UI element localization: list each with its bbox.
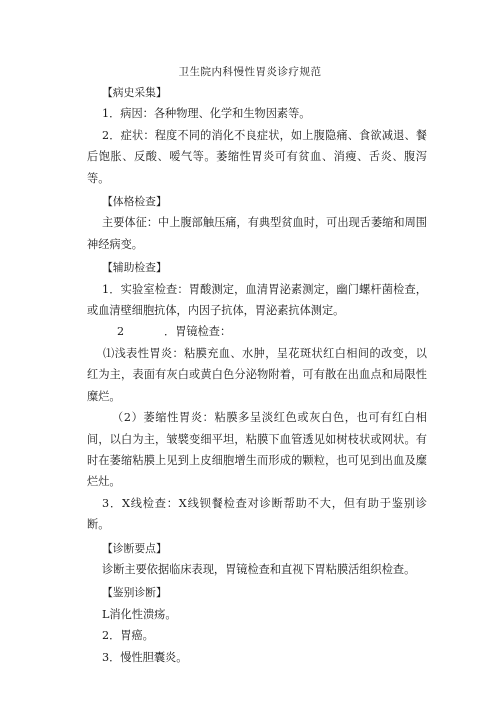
- history-item-cause: 1．病因：各种物理、化学和生物因素等。: [102, 107, 311, 121]
- section-heading-aux: 【辅助检查】: [102, 261, 167, 275]
- aux-sub-superficial: ⑴浅表性胃炎：粘膜充血、水肿，呈花斑状红白相间的改变，以红为主，表面有灰白或黄白色分泌物附着，可有散在出血点和局限性糜烂。: [87, 346, 427, 403]
- aux-item-lab: 1．实验室检查：胃酸测定，血清胃泌素测定，幽门螺杆菌检查，或血清壁细胞抗体，内因子抗体，胃泌素抗体测定。: [87, 282, 427, 318]
- aux-sub-atrophic: （2）萎缩性胃炎：粘膜多呈淡红色或灰白色，也可有红白相间，以白为主，皱襞变细平坦，粘膜下血管透见如树枝状或网状。有时在萎缩粘膜上见到上皮细胞增生而形成的颗粒，也可见到出血及糜烂灶。: [87, 411, 427, 489]
- diagnosis-text: 诊断主要依据临床表现，胃镜检查和直视下胃粘膜活组织检查。: [102, 562, 416, 576]
- section-heading-exam: 【体格检查】: [102, 195, 167, 209]
- document-title: 卫生院内科慢性胃炎诊疗规范: [178, 66, 322, 78]
- exam-text: 主要体征：中上腹部触压痛，有典型贫血时，可出现舌萎缩和周围神经病变。: [87, 216, 427, 251]
- differential-item-cholecystitis: 3．慢性胆囊炎。: [102, 650, 188, 664]
- section-heading-history: 【病史采集】: [102, 86, 167, 99]
- aux-item-endoscopy-number: 2: [117, 325, 125, 339]
- section-heading-differential: 【鉴别诊断】: [102, 586, 167, 600]
- document-body: [87, 82, 427, 668]
- aux-item-endoscopy: [87, 321, 427, 342]
- differential-item-ulcer: L消化性溃疡。: [102, 607, 177, 621]
- history-item-symptoms: 2．症状：程度不同的消化不良症状，如上腹隐痛、食欲减退、餐后饱胀、反酸、嗳气等。萎缩性胃炎可有贫血、消瘦、舌炎、腹泻等。: [87, 128, 427, 185]
- differential-item-cancer: 2．胃癌。: [102, 629, 154, 643]
- aux-item-xray: 3．X线检查：X线钡餐检查对诊断帮助不大，但有助于鉴别诊断。: [87, 496, 427, 532]
- aux-item-endoscopy-label: ．胃镜检查：: [164, 325, 232, 339]
- section-heading-diagnosis: 【诊断要点】: [102, 541, 167, 555]
